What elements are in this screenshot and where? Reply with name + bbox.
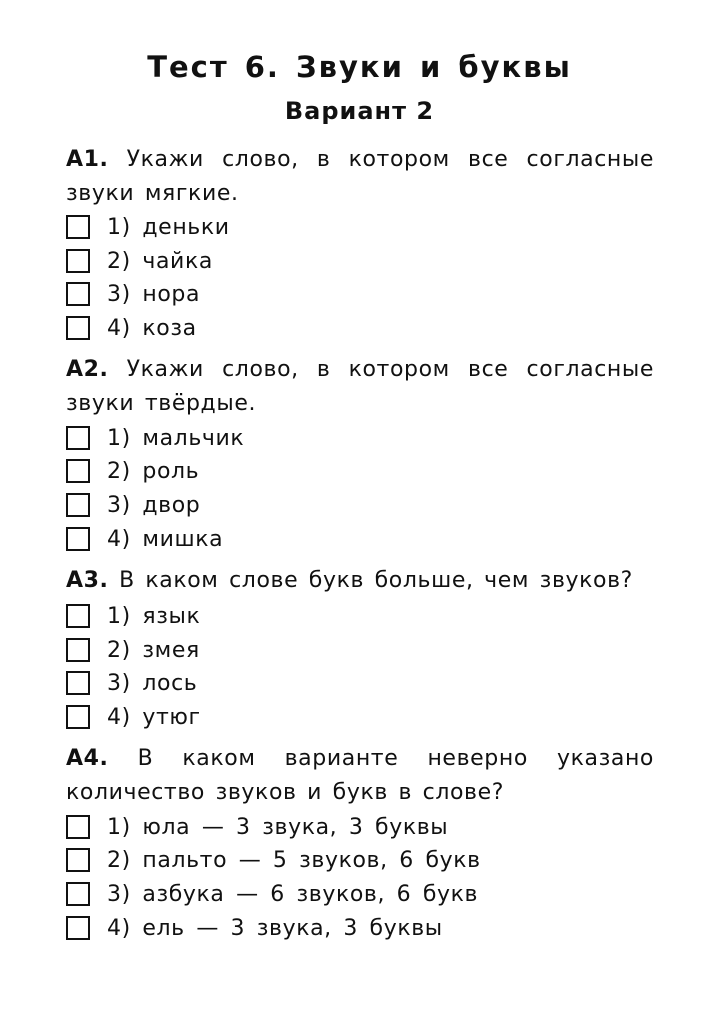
- answer-label: 2) змея: [107, 637, 200, 663]
- variant-title: Вариант 2: [284, 97, 435, 125]
- answer-label: 3) лось: [107, 670, 198, 696]
- answer-option-a3-4[interactable]: [66, 703, 201, 731]
- answer-label: 3) двор: [107, 492, 201, 518]
- answer-label: 3) азбука — 6 звуков, 6 букв: [107, 881, 479, 907]
- answer-option-a4-3[interactable]: [66, 880, 478, 908]
- answer-checkbox[interactable]: [66, 249, 90, 273]
- answer-option-a3-3[interactable]: [66, 669, 197, 697]
- answer-option-a2-4[interactable]: [66, 525, 223, 553]
- question-number: А4.: [66, 746, 109, 771]
- answer-option-a3-2[interactable]: [66, 636, 200, 664]
- question-a3: [66, 564, 654, 598]
- answer-option-a2-1[interactable]: [66, 424, 244, 452]
- answer-checkbox[interactable]: [66, 705, 90, 729]
- answer-option-a4-1[interactable]: [66, 813, 448, 841]
- question-text: В каком варианте неверно указано количество звуков и букв в слове?: [66, 746, 654, 805]
- answer-option-a4-2[interactable]: [66, 846, 481, 874]
- answer-label: 1) юла — 3 звука, 3 буквы: [107, 814, 449, 840]
- answer-checkbox[interactable]: [66, 815, 90, 839]
- answer-option-a2-2[interactable]: [66, 457, 199, 485]
- answer-option-a4-4[interactable]: [66, 914, 443, 942]
- question-number: А3.: [66, 568, 109, 593]
- answer-label: 3) нора: [107, 281, 201, 307]
- answer-checkbox[interactable]: [66, 882, 90, 906]
- answer-checkbox[interactable]: [66, 604, 90, 628]
- answer-label: 4) утюг: [107, 704, 201, 730]
- answer-checkbox[interactable]: [66, 215, 90, 239]
- question-number: А2.: [66, 357, 109, 382]
- answer-label: 4) мишка: [107, 526, 224, 552]
- answer-checkbox[interactable]: [66, 638, 90, 662]
- answer-label: 4) ель — 3 звука, 3 буквы: [107, 915, 443, 941]
- question-a2: [66, 353, 654, 420]
- answer-label: 4) коза: [107, 315, 197, 341]
- page-title: Тест 6. Звуки и буквы: [147, 50, 572, 84]
- answer-option-a1-4[interactable]: [66, 314, 197, 342]
- answer-checkbox[interactable]: [66, 282, 90, 306]
- question-a4: [66, 742, 654, 809]
- question-a1: [66, 143, 654, 210]
- answer-checkbox[interactable]: [66, 527, 90, 551]
- answer-checkbox[interactable]: [66, 316, 90, 340]
- answer-checkbox[interactable]: [66, 848, 90, 872]
- answer-checkbox[interactable]: [66, 671, 90, 695]
- answer-option-a1-3[interactable]: [66, 280, 200, 308]
- answer-checkbox[interactable]: [66, 459, 90, 483]
- answer-option-a1-1[interactable]: [66, 213, 230, 241]
- answer-label: 2) пальто — 5 звуков, 6 букв: [107, 847, 481, 873]
- question-text: В каком слове букв больше, чем звуков?: [119, 568, 633, 593]
- answer-checkbox[interactable]: [66, 493, 90, 517]
- question-text: Укажи слово, в котором все согласные звуки твёрдые.: [66, 357, 654, 416]
- answer-checkbox[interactable]: [66, 916, 90, 940]
- answer-label: 1) язык: [107, 603, 201, 629]
- answer-option-a2-3[interactable]: [66, 491, 200, 519]
- question-number: А1.: [66, 147, 109, 172]
- answer-checkbox[interactable]: [66, 426, 90, 450]
- question-text: Укажи слово, в котором все согласные звуки мягкие.: [66, 147, 654, 206]
- answer-option-a1-2[interactable]: [66, 247, 213, 275]
- answer-label: 2) роль: [107, 458, 200, 484]
- answer-label: 2) чайка: [107, 248, 213, 274]
- answer-option-a3-1[interactable]: [66, 602, 200, 630]
- answer-label: 1) мальчик: [107, 425, 245, 451]
- answer-label: 1) деньки: [107, 214, 230, 240]
